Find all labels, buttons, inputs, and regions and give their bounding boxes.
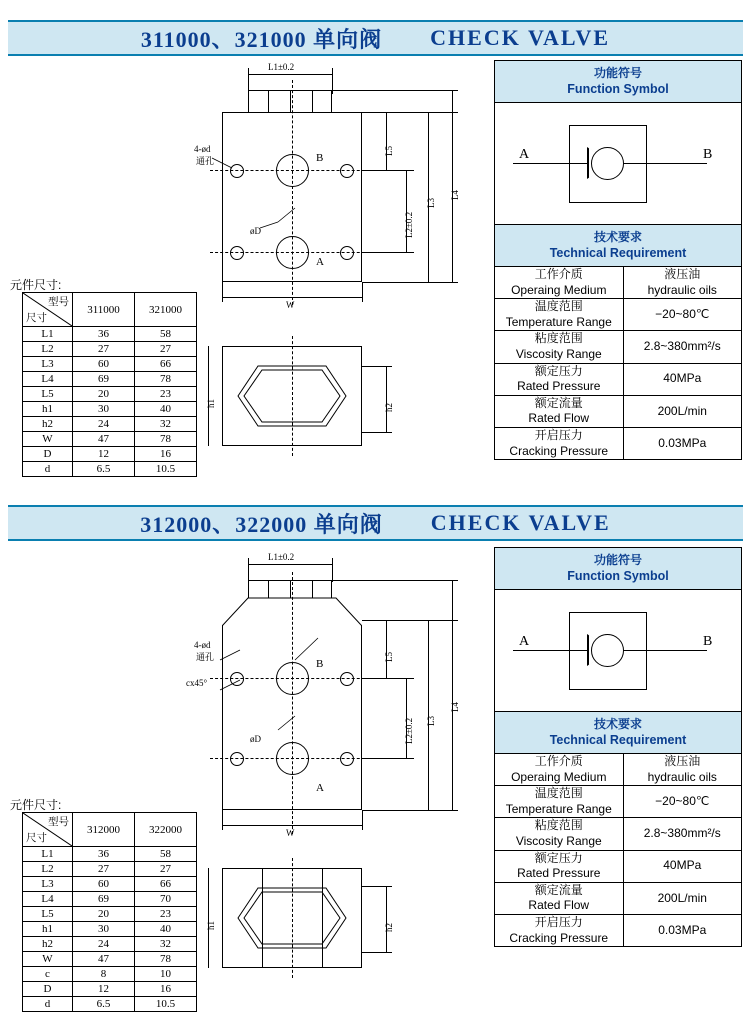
- tech-label: 粘度范围 Viscosity Range: [495, 818, 624, 850]
- dim-line-h2: [386, 366, 387, 432]
- dim-key: L1: [23, 327, 73, 342]
- dim-val-b: 40: [135, 922, 197, 937]
- tech-row: [495, 882, 742, 914]
- dim-line-w: [222, 297, 362, 298]
- symbol-ball-icon: [591, 634, 624, 667]
- dim-key: d: [23, 997, 73, 1012]
- dim-l4-label-2: L4: [450, 702, 460, 712]
- symbol-port-a-1: A: [519, 147, 530, 162]
- table-row: [23, 387, 197, 402]
- dim-val-b: 58: [135, 847, 197, 862]
- dim-key: h1: [23, 922, 73, 937]
- ext-line: [362, 886, 392, 887]
- table-row: [23, 922, 197, 937]
- tech-label: 额定压力 Rated Pressure: [495, 850, 624, 882]
- dim-line-l5-2: [386, 620, 387, 678]
- centerline-front-1: [292, 336, 293, 456]
- tech-value: −20~80℃: [623, 299, 741, 331]
- dim-line-w-2: [222, 825, 362, 826]
- tech-value: 液压油 hydraulic oils: [623, 754, 741, 786]
- dim-val-b: 66: [135, 357, 197, 372]
- dim-key: L4: [23, 372, 73, 387]
- table-row: [23, 862, 197, 877]
- tech-value: 2.8~380mm²/s: [623, 331, 741, 363]
- dim-val-b: 78: [135, 952, 197, 967]
- dim-line-l3-2: [428, 620, 429, 810]
- table-row: [23, 982, 197, 997]
- table-row: [23, 937, 197, 952]
- dim-h2-label-2: h2: [384, 923, 394, 932]
- ext-line: [362, 282, 363, 302]
- table-row: [23, 372, 197, 387]
- technical-drawing-2: [186, 550, 490, 1000]
- dimension-table-1: [22, 292, 197, 477]
- dim-val-a: 20: [73, 907, 135, 922]
- section-title-en-2: CHECK VALVE: [430, 510, 611, 535]
- dim-line-l3: [428, 112, 429, 282]
- table-row: [23, 907, 197, 922]
- dim-key: L2: [23, 342, 73, 357]
- dim-val-a: 12: [73, 447, 135, 462]
- dim-val-b: 27: [135, 862, 197, 877]
- table-row: [23, 997, 197, 1012]
- dim-h1-label-2: h1: [206, 921, 216, 930]
- tech-row: [495, 754, 742, 786]
- table-row: [23, 847, 197, 862]
- info-table-1: [494, 60, 742, 460]
- dia-label-2: øD: [250, 734, 261, 744]
- dim-val-b: 23: [135, 387, 197, 402]
- dim-val-a: 20: [73, 387, 135, 402]
- dim-val-b: 16: [135, 982, 197, 997]
- ext-line: [362, 952, 392, 953]
- dim-line-h2-2: [386, 886, 387, 952]
- dim-key: h2: [23, 417, 73, 432]
- dim-line-l1: [248, 74, 332, 75]
- dim-l4-label-1: L4: [450, 190, 460, 200]
- ext-line: [362, 620, 458, 621]
- tech-row: [495, 850, 742, 882]
- ext-line: [332, 90, 458, 91]
- dim-l1-label-1: L1±0.2: [268, 62, 295, 72]
- hole-note-cn-1: 4-ød: [194, 144, 211, 154]
- dim-line-l1-2: [248, 564, 332, 565]
- tech-row: [495, 818, 742, 850]
- ext-line: [362, 810, 363, 830]
- ext-line: [362, 758, 414, 759]
- dim-val-a: 6.5: [73, 462, 135, 477]
- dim-corner-cell-2: 型号 尺寸: [23, 813, 73, 847]
- ext-line: [362, 678, 414, 679]
- dim-table-title-1: 元件尺寸:: [10, 278, 62, 292]
- technical-drawing-1: [194, 60, 490, 480]
- section-title-cn-1: 311000、321000 单向阀: [140, 26, 383, 52]
- tech-label: 开启压力 Cracking Pressure: [495, 427, 624, 459]
- ext-line: [248, 68, 249, 94]
- tech-req-header-2: 技术要求 Technical Requirement: [495, 712, 742, 754]
- tech-label: 温度范围 Temperature Range: [495, 786, 624, 818]
- dim-val-b: 78: [135, 372, 197, 387]
- dim-val-a: 12: [73, 982, 135, 997]
- tech-req-header-1: 技术要求 Technical Requirement: [495, 225, 742, 267]
- dim-val-b: 10.5: [135, 462, 197, 477]
- dim-w-label-1: W: [286, 300, 295, 310]
- tech-row: [495, 363, 742, 395]
- dim-val-b: 10: [135, 967, 197, 982]
- dim-key: L3: [23, 877, 73, 892]
- dim-val-b: 78: [135, 432, 197, 447]
- centerline-front-2: [292, 858, 293, 978]
- dim-line-l5: [386, 112, 387, 170]
- table-row: [23, 892, 197, 907]
- dim-key: D: [23, 447, 73, 462]
- table-row: [23, 952, 197, 967]
- section-title-en-1: CHECK VALVE: [430, 25, 611, 50]
- function-symbol-header-2: 功能符号 Function Symbol: [495, 548, 742, 590]
- dim-key: W: [23, 432, 73, 447]
- tech-row: [495, 786, 742, 818]
- dim-h1-label-1: h1: [206, 399, 216, 408]
- dim-val-b: 40: [135, 402, 197, 417]
- symbol-line-right: [621, 163, 707, 164]
- tech-value: 2.8~380mm²/s: [623, 818, 741, 850]
- dim-val-b: 32: [135, 417, 197, 432]
- dim-key: h1: [23, 402, 73, 417]
- dim-key: d: [23, 462, 73, 477]
- symbol-line-left: [513, 163, 595, 164]
- tech-row: [495, 914, 742, 946]
- ext-line: [222, 282, 223, 302]
- ext-line: [362, 810, 458, 811]
- dim-val-a: 47: [73, 432, 135, 447]
- ext-line: [362, 432, 392, 433]
- ext-line: [362, 252, 414, 253]
- function-symbol-diagram-2: [495, 590, 742, 712]
- dim-line-h1: [208, 346, 209, 446]
- symbol-line-right: [621, 650, 707, 651]
- port-a-label-1: A: [316, 256, 324, 268]
- table-row: [23, 877, 197, 892]
- tech-label: 粘度范围 Viscosity Range: [495, 331, 624, 363]
- dim-val-a: 60: [73, 877, 135, 892]
- tech-value: 200L/min: [623, 395, 741, 427]
- hole-note-cn-2: 通孔: [196, 652, 215, 662]
- dim-val-a: 69: [73, 372, 135, 387]
- dim-val-a: 69: [73, 892, 135, 907]
- chamfer-label-2: cx45°: [186, 678, 208, 688]
- tech-row: [495, 299, 742, 331]
- tech-value: 0.03MPa: [623, 427, 741, 459]
- symbol-port-b-1: B: [703, 147, 713, 162]
- dim-model-2a: 312000: [73, 813, 135, 847]
- symbol-ball-icon: [591, 147, 624, 180]
- table-row: [23, 342, 197, 357]
- tech-row: [495, 395, 742, 427]
- dim-val-a: 6.5: [73, 997, 135, 1012]
- dim-l2-label-2: L2±0.2: [404, 717, 414, 744]
- tech-value: 液压油 hydraulic oils: [623, 267, 741, 299]
- dia-label-1: øD: [250, 226, 261, 236]
- symbol-port-b-2: B: [703, 634, 713, 649]
- dim-key: L4: [23, 892, 73, 907]
- port-b-label-1: B: [316, 152, 324, 164]
- tech-label: 工作介质 Operaing Medium: [495, 267, 624, 299]
- dim-val-a: 60: [73, 357, 135, 372]
- function-symbol-diagram-1: [495, 103, 742, 225]
- dim-val-a: 27: [73, 342, 135, 357]
- dim-line-l4-2: [452, 580, 453, 810]
- dim-table-title-2: 元件尺寸:: [10, 798, 62, 812]
- dim-val-a: 24: [73, 417, 135, 432]
- dim-l3-label-2: L3: [426, 716, 436, 726]
- dim-line-h1-2: [208, 868, 209, 968]
- dim-val-b: 58: [135, 327, 197, 342]
- tech-label: 额定压力 Rated Pressure: [495, 363, 624, 395]
- dim-l1-label-2: L1±0.2: [268, 552, 295, 562]
- function-symbol-header-1: 功能符号 Function Symbol: [495, 61, 742, 103]
- dim-val-b: 70: [135, 892, 197, 907]
- ext-line: [362, 366, 392, 367]
- dim-l5-label-2: L5: [384, 652, 394, 662]
- section-banner-1: [8, 20, 743, 56]
- dim-model-2b: 322000: [135, 813, 197, 847]
- ext-line: [222, 810, 223, 830]
- dim-val-a: 24: [73, 937, 135, 952]
- tech-label: 额定流量 Rated Flow: [495, 882, 624, 914]
- dim-val-a: 36: [73, 847, 135, 862]
- section-title-cn-2: 312000、322000 单向阀: [140, 511, 383, 537]
- tech-row: [495, 427, 742, 459]
- port-b-label-2: B: [316, 658, 324, 670]
- dim-key: L2: [23, 862, 73, 877]
- dim-val-a: 8: [73, 967, 135, 982]
- table-row: [23, 447, 197, 462]
- symbol-line-left: [513, 650, 595, 651]
- tech-label: 开启压力 Cracking Pressure: [495, 914, 624, 946]
- tech-value: −20~80℃: [623, 786, 741, 818]
- ext-line: [332, 580, 458, 581]
- tech-row: [495, 267, 742, 299]
- dim-key: L3: [23, 357, 73, 372]
- dim-val-a: 27: [73, 862, 135, 877]
- hole-note-cn-2: 通孔: [196, 156, 215, 166]
- table-row: [23, 462, 197, 477]
- dim-key: L5: [23, 907, 73, 922]
- dim-val-a: 30: [73, 402, 135, 417]
- dim-val-a: 36: [73, 327, 135, 342]
- dim-val-a: 47: [73, 952, 135, 967]
- dim-key: c: [23, 967, 73, 982]
- tech-label: 温度范围 Temperature Range: [495, 299, 624, 331]
- dim-line-l4: [452, 90, 453, 282]
- dim-key: L5: [23, 387, 73, 402]
- tech-row: [495, 331, 742, 363]
- table-row: [23, 402, 197, 417]
- tech-value: 40MPa: [623, 363, 741, 395]
- dim-key: D: [23, 982, 73, 997]
- tech-label: 工作介质 Operaing Medium: [495, 754, 624, 786]
- dim-l3-label-1: L3: [426, 198, 436, 208]
- dim-model-1b: 321000: [135, 293, 197, 327]
- table-row: [23, 432, 197, 447]
- table-row: [23, 967, 197, 982]
- dim-val-a: 30: [73, 922, 135, 937]
- dim-val-b: 32: [135, 937, 197, 952]
- dim-key: h2: [23, 937, 73, 952]
- ext-line: [362, 170, 414, 171]
- tech-value: 40MPa: [623, 850, 741, 882]
- dim-val-b: 23: [135, 907, 197, 922]
- dim-val-b: 27: [135, 342, 197, 357]
- dim-val-b: 66: [135, 877, 197, 892]
- dim-key: L1: [23, 847, 73, 862]
- ext-line: [248, 558, 249, 582]
- dim-val-b: 16: [135, 447, 197, 462]
- table-row: [23, 417, 197, 432]
- ext-line: [362, 282, 458, 283]
- dim-l5-label-1: L5: [384, 146, 394, 156]
- tech-value: 200L/min: [623, 882, 741, 914]
- port-a-label-2: A: [316, 782, 324, 794]
- dim-key: W: [23, 952, 73, 967]
- ext-line: [332, 558, 333, 582]
- tech-value: 0.03MPa: [623, 914, 741, 946]
- section-banner-2: [8, 505, 743, 541]
- dimension-table-2: [22, 812, 197, 1012]
- dim-w-label-2: W: [286, 828, 295, 838]
- dim-model-1a: 311000: [73, 293, 135, 327]
- dim-h2-label-1: h2: [384, 403, 394, 412]
- ext-line: [362, 112, 458, 113]
- table-row: [23, 357, 197, 372]
- dim-val-b: 10.5: [135, 997, 197, 1012]
- dim-corner-cell-1: 型号 尺寸: [23, 293, 73, 327]
- dim-l2-label-1: L2±0.2: [404, 211, 414, 238]
- tech-label: 额定流量 Rated Flow: [495, 395, 624, 427]
- symbol-port-a-2: A: [519, 634, 530, 649]
- table-row: [23, 327, 197, 342]
- info-table-2: [494, 547, 742, 947]
- hole-note-cn-1: 4-ød: [194, 640, 211, 650]
